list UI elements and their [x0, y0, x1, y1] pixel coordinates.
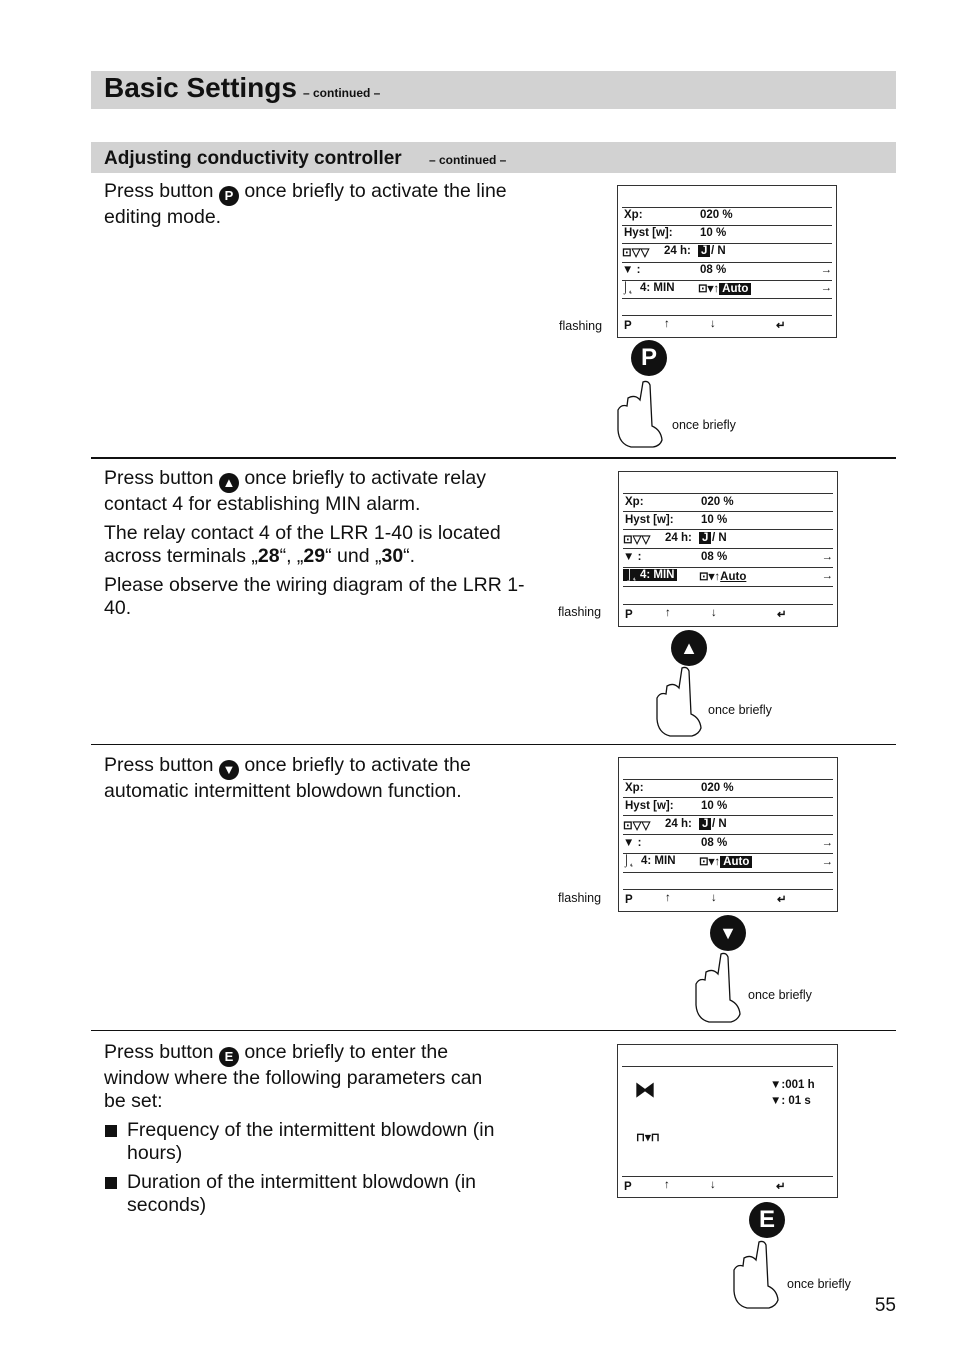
display-screen-2: Xp: 020 % Hyst [w]: 10 % ⊡▽▽ 24 h: J / N ▼ : 08 % → ⌡˛ 4: MIN ⊡▾↑Auto → P ↑ ↓ ↵ — [618, 471, 838, 627]
nav-p-icon: P — [625, 894, 633, 906]
nav-down-icon: ↓ — [711, 892, 717, 904]
flashing-label: flashing — [559, 319, 603, 333]
up-button-icon: ▲ — [219, 473, 239, 493]
down-button-icon: ▼ — [219, 760, 239, 780]
section-header — [91, 142, 896, 173]
nav-enter-icon: ↵ — [776, 320, 786, 332]
valve-icons: ⊡▽▽ — [623, 820, 651, 832]
p-button[interactable]: P — [631, 340, 667, 376]
arrow-right-icon: → — [820, 282, 832, 294]
nav-up-icon: ↑ — [664, 1179, 670, 1191]
arrow-right-icon: → — [820, 264, 832, 276]
section-divider — [91, 457, 896, 459]
section-divider — [91, 744, 896, 745]
relay-icon: ⌡˛ — [622, 282, 633, 294]
hand-icon — [731, 1238, 783, 1312]
bullet-frequency: Frequency of the intermittent blowdown (in hours) — [104, 1119, 544, 1165]
flashing-label: flashing — [558, 605, 602, 619]
display-screen-1: Xp: 020 % Hyst [w]: 10 % ⊡▽▽ 24 h: J / N ▼ : 08 % → ⌡˛ 4: MIN ⊡▾↑ Auto → P ↑ ↓ ↵ — [617, 185, 837, 338]
nav-p-icon: P — [625, 609, 633, 621]
hand-icon — [693, 950, 745, 1026]
nav-down-icon: ↓ — [711, 607, 717, 619]
display-screen-4: ⧓ ▼:001 h ▼: 01 s ⊓▾⊓ P ↑ ↓ ↵ — [617, 1044, 838, 1198]
nav-up-icon: ↑ — [665, 892, 671, 904]
step-2-text: Press button ▲ once briefly to activate relay contact 4 for establishing MIN alarm. The relay contact 4 of the LRR 1-40 is located across terminals „28“, „29“ und „30“. Please observe the wiring diagram of the LRR 1-40. — [104, 467, 525, 619]
up-button[interactable]: ▲ — [671, 630, 707, 666]
intermittent-blowdown-icon: ⊓▾⊓ — [636, 1132, 660, 1144]
page-number: 55 — [874, 1295, 896, 1316]
arrow-right-icon: → — [821, 837, 833, 849]
step-3-text: Press button ▼ once briefly to activate the automatic intermittent blowdown function. — [104, 754, 471, 802]
once-briefly-label: once briefly — [672, 418, 736, 432]
down-button[interactable]: ▼ — [710, 915, 746, 951]
nav-down-icon: ↓ — [710, 1179, 716, 1191]
arrow-right-icon: → — [821, 856, 833, 868]
p-button-icon: P — [219, 186, 239, 206]
arrow-right-icon: → — [821, 551, 833, 563]
section-divider — [91, 1030, 896, 1031]
hand-icon — [654, 664, 706, 740]
step-4-text: Press button E once briefly to enter the window where the following parameters can be set: Frequency of the intermittent blowdown (in hours) Duration of the intermittent blowdown (in seconds) — [104, 1041, 544, 1223]
flashing-label: flashing — [558, 891, 602, 905]
hand-icon — [615, 378, 667, 450]
nav-enter-icon: ↵ — [777, 609, 787, 621]
step-1-text: Press button P once briefly to activate the line editing mode. — [104, 180, 507, 228]
page-title: Basic Settings — [104, 72, 297, 103]
once-briefly-label: once briefly — [787, 1277, 851, 1291]
valve-symbol-icon: ⧓ — [634, 1077, 656, 1102]
bullet-duration: Duration of the intermittent blowdown (in seconds) — [104, 1171, 544, 1217]
nav-up-icon: ↑ — [664, 318, 670, 330]
once-briefly-label: once briefly — [708, 703, 772, 717]
nav-up-icon: ↑ — [665, 607, 671, 619]
nav-down-icon: ↓ — [710, 318, 716, 330]
e-button-icon: E — [219, 1047, 239, 1067]
relay-icon: ⌡˛ — [623, 855, 634, 867]
nav-p-icon: P — [624, 320, 632, 332]
once-briefly-label: once briefly — [748, 988, 812, 1002]
nav-enter-icon: ↵ — [777, 894, 787, 906]
page-title-continued: – continued – — [303, 86, 381, 100]
section-title-continued: – continued – — [429, 153, 507, 167]
valve-icons: ⊡▽▽ — [623, 534, 651, 546]
page-header — [91, 71, 896, 109]
display-screen-3: Xp: 020 % Hyst [w]: 10 % ⊡▽▽ 24 h: J / N ▼ : 08 % → ⌡˛ 4: MIN ⊡▾↑ Auto → P ↑ ↓ ↵ — [618, 757, 838, 912]
nav-enter-icon: ↵ — [776, 1181, 786, 1193]
e-button[interactable]: E — [749, 1202, 785, 1238]
arrow-right-icon: → — [821, 570, 833, 582]
valve-icons: ⊡▽▽ — [622, 247, 650, 259]
section-title: Adjusting conductivity controller — [104, 148, 402, 169]
nav-p-icon: P — [624, 1181, 632, 1193]
